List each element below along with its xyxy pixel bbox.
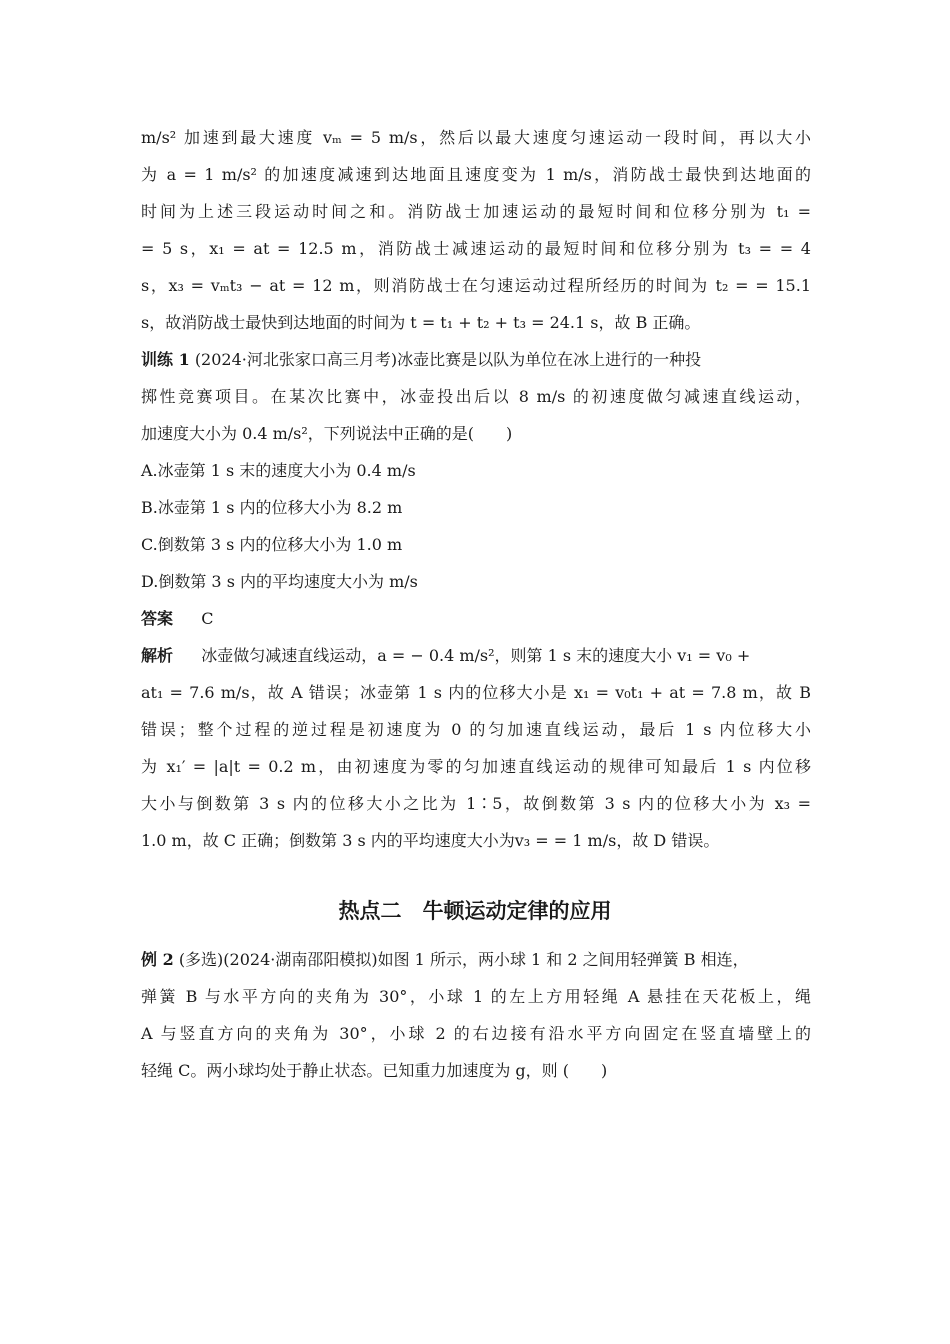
- question-line: 掷性竞赛项目。在某次比赛中，冰壶投出后以 8 m/s 的初速度做匀减速直线运动，: [141, 387, 811, 406]
- question-line: 加速度大小为 0.4 m/s²，下列说法中正确的是( ): [141, 424, 513, 443]
- example-line: 轻绳 C。两小球均处于静止状态。已知重力加速度为 g，则 ( ): [141, 1061, 608, 1080]
- example-text: (多选)(2024·湖南邵阳模拟)如图 1 所示，两小球 1 和 2 之间用轻弹簧 B 相连，: [178, 950, 749, 969]
- analysis-line: 大小与倒数第 3 s 内的位移大小之比为 1∶5，故倒数第 3 s 内的位移大小为 x₃ =: [141, 794, 811, 813]
- question-text: (2024·河北张家口高三月考)冰壶比赛是以队为单位在冰上进行的一种投: [194, 350, 702, 369]
- text-line: s，故消防战士最快到达地面的时间为 t = t₁ + t₂ + t₃ = 24.1 s，故 B 正确。: [141, 313, 701, 332]
- analysis-line: 1.0 m，故 C 正确；倒数第 3 s 内的平均速度大小为v₃ = = 1 m/s，故 D 错误。: [141, 831, 720, 850]
- analysis-text: 冰壶做匀减速直线运动，a = − 0.4 m/s²，则第 1 s 末的速度大小 v₁ = v₀ +: [201, 646, 751, 665]
- example-line: [141, 948, 811, 972]
- answer-line: [141, 607, 811, 631]
- option-b: B.冰壶第 1 s 内的位移大小为 8.2 m: [141, 498, 403, 517]
- analysis-line: 错误；整个过程的逆过程是初速度为 0 的匀加速直线运动，最后 1 s 内位移大小: [141, 720, 811, 739]
- analysis-line: at₁ = 7.6 m/s，故 A 错误；冰壶第 1 s 内的位移大小是 x₁ = v₀t₁ + at = 7.8 m，故 B: [141, 683, 811, 702]
- analysis-line: 为 x₁′ = |a|t = 0.2 m，由初速度为零的匀加速直线运动的规律可知最后 1 s 内位移: [141, 757, 811, 776]
- answer-label: 答案: [141, 609, 174, 628]
- analysis-line: [141, 644, 811, 668]
- training-label: 训练 1: [141, 350, 190, 369]
- section-heading: 热点二 牛顿运动定律的应用: [338, 899, 612, 923]
- analysis-label: 解析: [141, 646, 174, 665]
- text-line: m/s² 加速到最大速度 vₘ = 5 m/s，然后以最大速度匀速运动一段时间，再以大小: [141, 128, 811, 147]
- option-a: A.冰壶第 1 s 末的速度大小为 0.4 m/s: [141, 461, 416, 480]
- example-line: A 与竖直方向的夹角为 30°，小球 2 的右边接有沿水平方向固定在竖直墙壁上的: [141, 1024, 811, 1043]
- text-line: 为 a = 1 m/s² 的加速度减速到达地面且速度变为 1 m/s，消防战士最快到达地面的: [141, 165, 811, 184]
- text-line: = 5 s，x₁ = at = 12.5 m，消防战士减速运动的最短时间和位移分别为 t₃ = = 4: [141, 239, 811, 258]
- question-line: [141, 348, 811, 372]
- option-d: D.倒数第 3 s 内的平均速度大小为 m/s: [141, 572, 418, 591]
- option-c: C.倒数第 3 s 内的位移大小为 1.0 m: [141, 535, 403, 554]
- text-line: 时间为上述三段运动时间之和。消防战士加速运动的最短时间和位移分别为 t₁ =: [141, 202, 811, 221]
- answer-value: C: [201, 609, 214, 628]
- example-line: 弹簧 B 与水平方向的夹角为 30°，小球 1 的左上方用轻绳 A 悬挂在天花板上，绳: [141, 987, 811, 1006]
- example-label: 例 2: [141, 950, 174, 969]
- text-line: s，x₃ = vₘt₃ − at = 12 m，则消防战士在匀速运动过程所经历的时间为 t₂ = = 15.1: [141, 276, 811, 295]
